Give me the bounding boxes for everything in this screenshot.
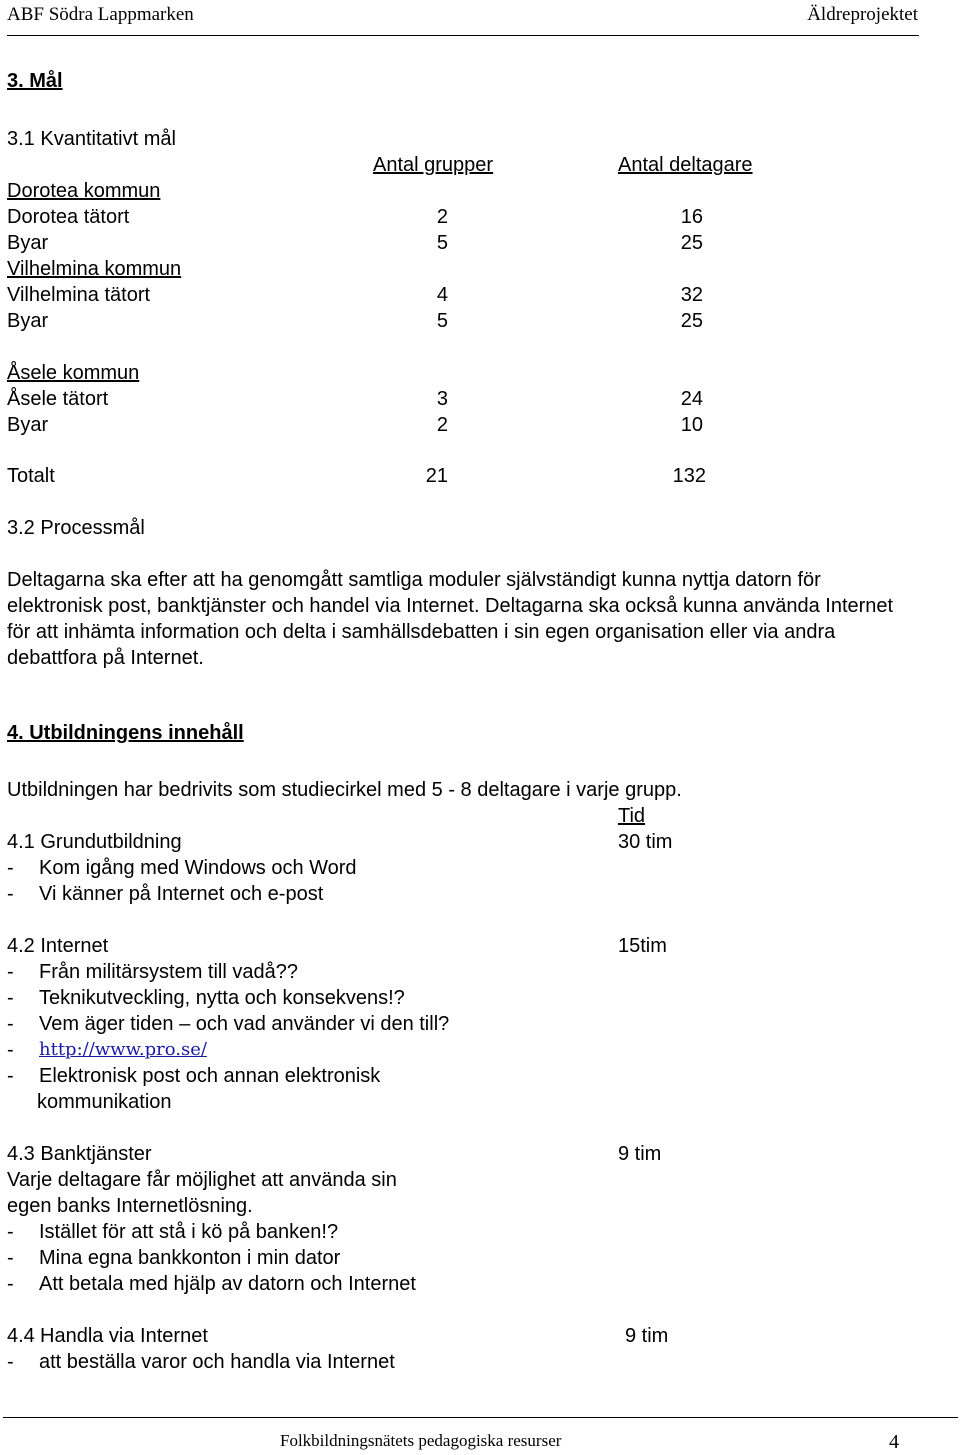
section-4-title: 4. Utbildningens innehåll [7, 722, 244, 744]
participants-cell: 25 [680, 232, 703, 254]
groups-cell: 3 [436, 388, 448, 410]
footer-text: Folkbildningsnätets pedagogiska resurser [280, 1431, 562, 1450]
groups-cell: 2 [436, 414, 448, 436]
module-4-time: 9 tim [625, 1325, 669, 1347]
participants-cell: 24 [680, 388, 703, 410]
groups-cell: 5 [436, 232, 448, 254]
table-row-label: Åsele tätort [7, 388, 109, 410]
list-dash: - [7, 1039, 14, 1061]
list-item: Från militärsystem till vadå?? [39, 961, 298, 983]
page-number: 4 [889, 1431, 899, 1453]
participants-cell: 16 [680, 206, 703, 228]
pro-website-link[interactable]: http://www.pro.se/ [39, 1039, 207, 1060]
list-item: Kom igång med Windows och Word [39, 857, 357, 879]
education-intro: Utbildningen har bedrivits som studiecirkel med 5 - 8 deltagare i varje grupp. [7, 779, 682, 801]
list-item: Vi känner på Internet och e-post [39, 883, 324, 905]
footer-rule [3, 1417, 958, 1418]
list-item: Att betala med hjälp av datorn och Internet [39, 1273, 416, 1295]
time-header: Tid [618, 805, 646, 827]
list-item: Elektronisk post och annan elektronisk [39, 1065, 381, 1087]
module-3-title: 4.3 Banktjänster [7, 1143, 152, 1165]
list-dash: - [7, 1247, 14, 1269]
list-dash: - [7, 1273, 14, 1295]
total-participants: 132 [672, 465, 706, 487]
col-header-groups: Antal grupper [373, 154, 494, 176]
municipality-heading: Dorotea kommun [7, 180, 161, 202]
list-dash: - [7, 1351, 14, 1373]
col-header-participants: Antal deltagare [618, 154, 753, 176]
quant-goal-title: 3.1 Kvantitativt mål [7, 128, 176, 150]
header-rule [7, 35, 919, 36]
list-item-continuation: kommunikation [37, 1091, 172, 1113]
list-item: Istället för att stå i kö på banken!? [39, 1221, 339, 1243]
table-row-label: Byar [7, 310, 49, 332]
process-goal-text: Deltagarna ska efter att ha genomgått samtliga moduler självständigt kunna nyttja datorn för elektronisk post, banktjänster och handel via Internet. Deltagarna ska också kunna använda Internet för att inhämta information och delta i samhällsdebatten i sin egen organisation eller via andra debattfora på Internet. [7, 569, 894, 669]
list-dash: - [7, 1221, 14, 1243]
module-4-number: 4.4 [7, 1325, 35, 1347]
groups-cell: 5 [436, 310, 448, 332]
list-item: Teknikutveckling, nytta och konsekvens!? [39, 987, 405, 1009]
list-item: att beställa varor och handla via Internet [39, 1351, 395, 1373]
module-4-title: Handla via Internet [40, 1325, 208, 1347]
participants-cell: 25 [680, 310, 703, 332]
groups-cell: 4 [436, 284, 448, 306]
participants-cell: 10 [680, 414, 703, 436]
table-row-label: Byar [7, 414, 49, 436]
section-3-title: 3. Mål [7, 70, 63, 92]
module-2-time: 15tim [618, 935, 667, 957]
list-dash: - [7, 857, 14, 879]
total-label: Totalt [7, 465, 55, 487]
list-dash: - [7, 1013, 14, 1035]
module-1-title: 4.1 Grundutbildning [7, 831, 182, 853]
module-3-time: 9 tim [618, 1143, 662, 1165]
header-right: Äldreprojektet [807, 4, 918, 25]
module-1-time: 30 tim [618, 831, 673, 853]
module-3-text: Varje deltagare får möjlighet att använda sin [7, 1169, 397, 1191]
list-dash: - [7, 883, 14, 905]
list-dash: - [7, 961, 14, 983]
table-row-label: Dorotea tätort [7, 206, 130, 228]
total-groups: 21 [425, 465, 448, 487]
table-row-label: Byar [7, 232, 49, 254]
list-dash: - [7, 987, 14, 1009]
module-2-title: 4.2 Internet [7, 935, 109, 957]
groups-cell: 2 [436, 206, 448, 228]
municipality-heading: Vilhelmina kommun [7, 258, 182, 280]
header-left: ABF Södra Lappmarken [7, 4, 194, 25]
module-3-text: egen banks Internetlösning. [7, 1195, 253, 1217]
list-dash: - [7, 1065, 14, 1087]
table-row-label: Vilhelmina tätort [7, 284, 151, 306]
participants-cell: 32 [680, 284, 703, 306]
list-item: Mina egna bankkonton i min dator [39, 1247, 341, 1269]
list-item: Vem äger tiden – och vad använder vi den till? [39, 1013, 450, 1035]
process-goal-title: 3.2 Processmål [7, 517, 145, 539]
municipality-heading: Åsele kommun [7, 362, 140, 384]
